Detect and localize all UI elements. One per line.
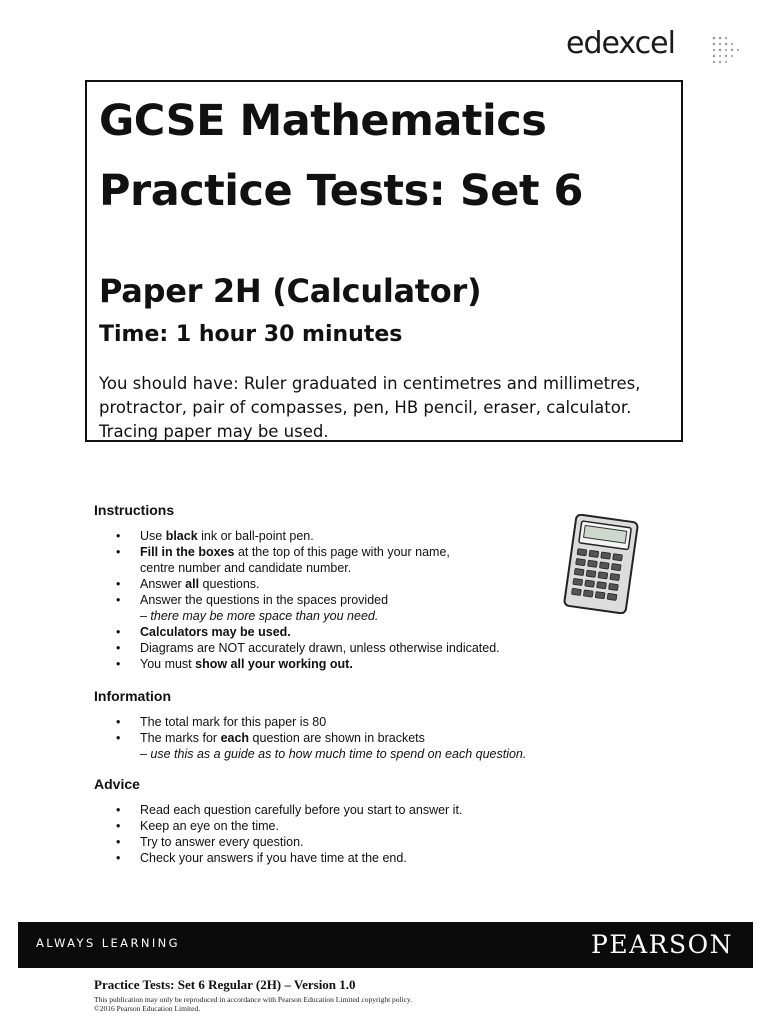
bullet-icon: • (116, 715, 121, 729)
instructions-heading: Instructions (94, 502, 175, 518)
footer-tagline: ALWAYS LEARNING (36, 936, 180, 950)
bullet-icon: • (116, 731, 121, 745)
item-text: Keep an eye on the time. (140, 819, 279, 833)
item-text-line2: centre number and candidate number. (140, 561, 352, 575)
equipment-line-1: You should have: Ruler graduated in centimetres and millimetres, (99, 374, 641, 393)
information-list (116, 714, 526, 762)
bullet-icon: • (116, 641, 121, 655)
item-text: questions. (199, 577, 260, 591)
item-text: at the top of this page with your name, (234, 545, 450, 559)
footer-bar (18, 922, 753, 968)
list-item (116, 730, 526, 762)
item-text: question are shown in brackets (249, 731, 425, 745)
paper-title: Paper 2H (Calculator) (99, 272, 482, 310)
item-bold: all (185, 577, 200, 591)
item-text: Diagrams are NOT accurately drawn, unless otherwise indicated. (140, 641, 500, 655)
instructions-list (116, 528, 500, 672)
item-text-line2: – there may be more space than you need. (140, 609, 379, 623)
paper-reference: Practice Tests: Set 6 Regular (2H) – Version 1.0 (94, 977, 356, 992)
bullet-icon: • (116, 803, 121, 817)
edexcel-logo: edexcel (566, 26, 675, 61)
time-allowed: Time: 1 hour 30 minutes (99, 322, 403, 347)
bullet-icon: • (116, 657, 121, 671)
item-text: ink or ball-point pen. (197, 529, 314, 543)
bullet-icon: • (116, 851, 121, 865)
list-item (116, 576, 500, 592)
item-text: Answer (140, 577, 186, 591)
list-item (116, 850, 462, 866)
equipment-text (99, 372, 674, 444)
copyright-notice: This publication may only be reproduced in accordance with Pearson Education Limited copyright policy. (94, 995, 413, 1004)
bullet-icon: • (116, 545, 121, 559)
item-bold: show all your working out. (195, 657, 353, 671)
item-text: Use (140, 529, 166, 543)
advice-list (116, 802, 462, 866)
bullet-icon: • (116, 593, 121, 607)
list-item (116, 714, 526, 730)
list-item (116, 834, 462, 850)
item-text: Check your answers if you have time at the end. (140, 851, 407, 865)
cover-title-box (85, 80, 683, 442)
list-item (116, 802, 462, 818)
item-text-line2: – use this as a guide as to how much time to spend on each question. (140, 747, 527, 761)
calculator-icon (558, 514, 644, 614)
item-text: Read each question carefully before you start to answer it. (140, 803, 463, 817)
list-item (116, 818, 462, 834)
item-text: The total mark for this paper is 80 (140, 715, 327, 729)
item-text: Answer the questions in the spaces provided (140, 593, 389, 607)
list-item (116, 528, 500, 544)
list-item (116, 624, 500, 640)
item-text: You must (140, 657, 196, 671)
title-line-2: Practice Tests: Set 6 (99, 166, 583, 216)
item-bold: Calculators may be used. (140, 625, 291, 639)
list-item (116, 544, 500, 576)
bullet-icon: • (116, 577, 121, 591)
information-heading: Information (94, 688, 171, 704)
bullet-icon: • (116, 529, 121, 543)
bullet-icon: • (116, 625, 121, 639)
item-bold: black (165, 529, 198, 543)
list-item (116, 656, 500, 672)
item-text: The marks for (140, 731, 221, 745)
bullet-icon: • (116, 819, 121, 833)
bullet-icon: • (116, 835, 121, 849)
copyright-year: ©2016 Pearson Education Limited. (94, 1004, 201, 1013)
item-bold: Fill in the boxes (140, 545, 235, 559)
title-line-1: GCSE Mathematics (99, 96, 547, 146)
item-bold: each (220, 731, 250, 745)
equipment-line-3: Tracing paper may be used. (99, 422, 329, 441)
logo-dots-icon (710, 34, 744, 66)
equipment-line-2: protractor, pair of compasses, pen, HB pencil, eraser, calculator. (99, 398, 632, 417)
pearson-logo: PEARSON (591, 930, 733, 959)
list-item (116, 592, 500, 624)
list-item (116, 640, 500, 656)
item-text: Try to answer every question. (140, 835, 304, 849)
advice-heading: Advice (94, 776, 140, 792)
